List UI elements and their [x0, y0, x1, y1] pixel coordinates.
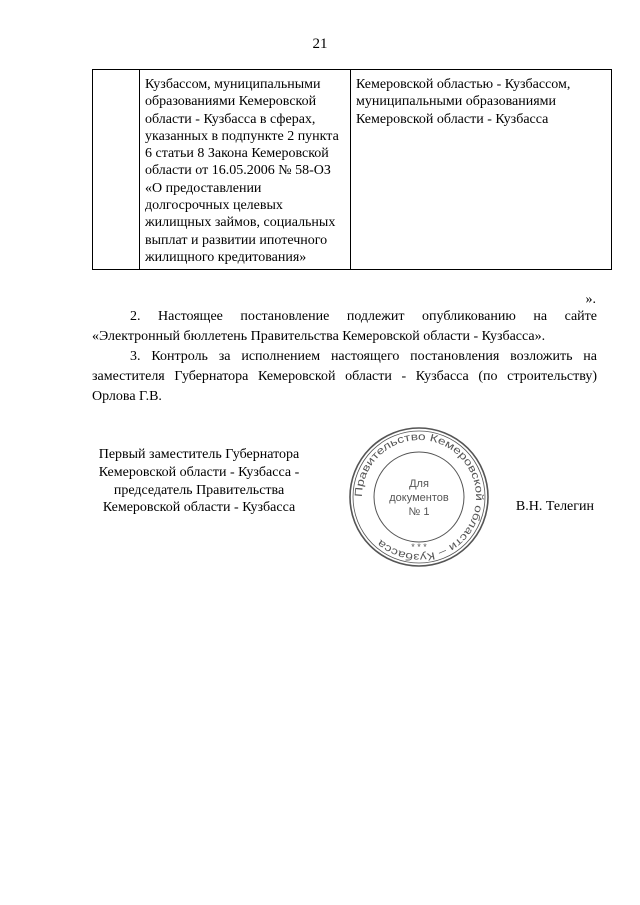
signatory-title-line: Первый заместитель Губернатора: [98, 447, 300, 462]
seal-center-text: № 1: [408, 506, 430, 518]
closing-quote: ».: [585, 292, 596, 307]
signatory-title-line: председатель Правительства: [113, 482, 285, 498]
signatory-name: В.Н. Телегин: [515, 499, 594, 514]
paragraph-control: 3. Контроль за исполнением настоящего постановления возложить на заместителя Губернатора Кемеровской области - Кузбасса (по строительству) Орлова Г.В.: [92, 349, 597, 404]
table-cell-parties: Кемеровской областью - Кузбассом, муниципальными образованиями Кемеровской области - Кузбасса: [351, 70, 612, 270]
paragraph-publication: 2. Настоящее постановление подлежит опубликованию на сайте «Электронный бюллетень Правительства Кемеровской области - Кузбасса».: [92, 309, 597, 344]
signatory-title: [88, 446, 310, 517]
table-cell-empty: [93, 70, 140, 270]
data-table: [92, 69, 612, 270]
table-cell-scope: Кузбассом, муниципальными образованиями Кемеровской области - Кузбасса в сферах, указанных в подпункте 2 пункта 6 статьи 8 Закона Кемеровской области от 16.05.2006 № 58-ОЗ «О предоставлении долгосрочных целевых жилищных займов, социальных выплат и развитии ипотечного жилищного кредитования»: [140, 70, 351, 270]
official-seal: [348, 426, 490, 568]
signatory-title-line: Кемеровской области - Кузбасса: [102, 500, 296, 516]
signatory-title-line: Кемеровской области - Кузбасса -: [98, 464, 300, 480]
seal-ring-text: Правительство Кемеровской области – Кузбасса: [352, 430, 486, 564]
seal-stars: * * *: [411, 542, 427, 552]
seal-center-text: документов: [389, 492, 449, 504]
page-number: 21: [312, 36, 328, 52]
table-row: [93, 70, 612, 270]
seal-center-text: Для: [409, 478, 429, 490]
